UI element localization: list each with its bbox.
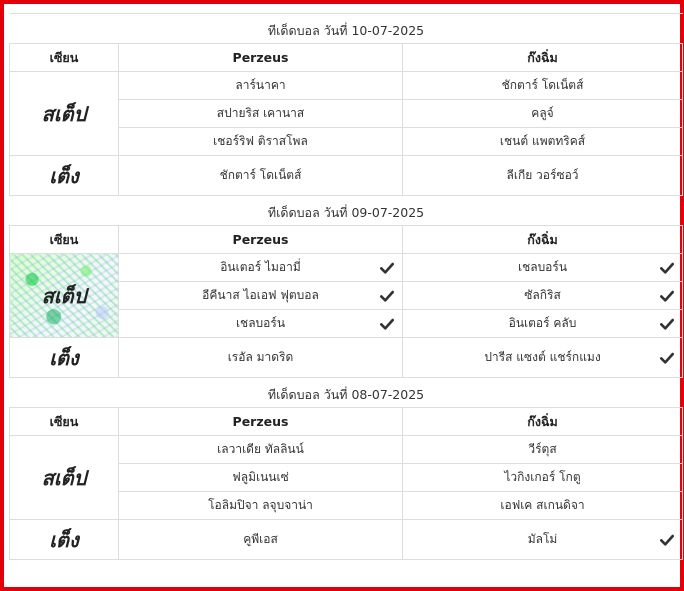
team-name: ปารีส แซงต์ แชร์กแมง: [484, 350, 601, 364]
step-label: สเต็ป: [10, 254, 119, 338]
team-name: วีร์ตุส: [528, 442, 557, 456]
header-expert-1: Perzeus: [119, 408, 403, 436]
pick-cell: [403, 492, 683, 520]
single-row: [10, 156, 683, 196]
block-title-row: [10, 378, 683, 408]
team-name: คูพีเอส: [243, 532, 278, 546]
tips-table: [9, 13, 683, 560]
team-name: โอลิมปิจา ลจุบจาน่า: [208, 498, 313, 512]
check-icon: [660, 351, 674, 365]
team-name: อินเตอร์ คลับ: [508, 316, 577, 330]
team-name: อินเตอร์ ไมอามี่: [220, 260, 301, 274]
step-label: สเต็ป: [10, 436, 119, 520]
block-title-row: [10, 14, 683, 44]
header-expert-2: ก๊งฉิ่ม: [403, 226, 683, 254]
header-category: เซียน: [10, 44, 119, 72]
team-name: เอฟเค สเกนดิจา: [500, 498, 585, 512]
header-category: เซียน: [10, 408, 119, 436]
team-name: เลวาเดีย ทัลลินน์: [217, 442, 304, 456]
pick-cell: [119, 72, 403, 100]
header-row: [10, 226, 683, 254]
step-row: [10, 72, 683, 100]
block-title: ทีเด็ดบอล วันที่ 09-07-2025: [10, 196, 683, 226]
pick-cell: [119, 436, 403, 464]
pick-cell: [403, 128, 683, 156]
pick-cell: [403, 156, 683, 196]
step-row: [10, 436, 683, 464]
block-title-row: [10, 196, 683, 226]
pick-cell: [403, 310, 683, 338]
pick-cell: [119, 310, 403, 338]
team-name: เชอร์ริฟ ติราสโพล: [213, 134, 308, 148]
check-icon: [660, 289, 674, 303]
pick-cell: [403, 520, 683, 560]
header-row: [10, 44, 683, 72]
team-name: ชักตาร์ โดเน็ตส์: [501, 78, 584, 92]
block-title: ทีเด็ดบอล วันที่ 08-07-2025: [10, 378, 683, 408]
pick-cell: [119, 128, 403, 156]
step-label: สเต็ป: [10, 72, 119, 156]
team-name: ลีเกีย วอร์ซอว์: [506, 168, 579, 182]
tips-container: [9, 13, 682, 560]
block-title: ทีเด็ดบอล วันที่ 10-07-2025: [10, 14, 683, 44]
team-name: เชนต์ แพตทริคส์: [499, 134, 586, 148]
pick-cell: [119, 156, 403, 196]
team-name: ไวกิงเกอร์ โกตู: [504, 470, 581, 484]
pick-cell: [403, 100, 683, 128]
pick-cell: [119, 282, 403, 310]
pick-cell: [403, 254, 683, 282]
team-name: เรอัล มาดริด: [227, 350, 294, 364]
header-category: เซียน: [10, 226, 119, 254]
pick-cell: [119, 520, 403, 560]
header-expert-1: Perzeus: [119, 44, 403, 72]
check-icon: [380, 261, 394, 275]
step-row: [10, 254, 683, 282]
pick-cell: [403, 72, 683, 100]
pick-cell: [119, 254, 403, 282]
single-label: เต็ง: [10, 338, 119, 378]
header-expert-2: ก๊งฉิ่ม: [403, 44, 683, 72]
team-name: อีคีนาส ไอเอฟ ฟุตบอล: [202, 288, 319, 302]
header-expert-1: Perzeus: [119, 226, 403, 254]
single-row: [10, 338, 683, 378]
check-icon: [380, 289, 394, 303]
pick-cell: [403, 436, 683, 464]
check-icon: [380, 317, 394, 331]
pick-cell: [403, 282, 683, 310]
team-name: ซัลกิริส: [524, 288, 561, 302]
pick-cell: [119, 492, 403, 520]
team-name: เชลบอร์น: [235, 316, 286, 330]
single-row: [10, 520, 683, 560]
check-icon: [660, 533, 674, 547]
team-name: ลาร์นาคา: [235, 78, 286, 92]
header-expert-2: ก๊งฉิ่ม: [403, 408, 683, 436]
check-icon: [660, 317, 674, 331]
pick-cell: [119, 464, 403, 492]
team-name: สปายริส เคานาส: [216, 106, 305, 120]
single-label: เต็ง: [10, 520, 119, 560]
single-label: เต็ง: [10, 156, 119, 196]
team-name: ชักตาร์ โดเน็ตส์: [219, 168, 302, 182]
pick-cell: [119, 100, 403, 128]
pick-cell: [119, 338, 403, 378]
header-row: [10, 408, 683, 436]
team-name: มัลโม่: [527, 532, 558, 546]
team-name: เชลบอร์น: [517, 260, 568, 274]
team-name: ฟลูมิเนนเซ่: [232, 470, 289, 484]
team-name: คลูจ์: [531, 106, 554, 120]
check-icon: [660, 261, 674, 275]
pick-cell: [403, 338, 683, 378]
pick-cell: [403, 464, 683, 492]
